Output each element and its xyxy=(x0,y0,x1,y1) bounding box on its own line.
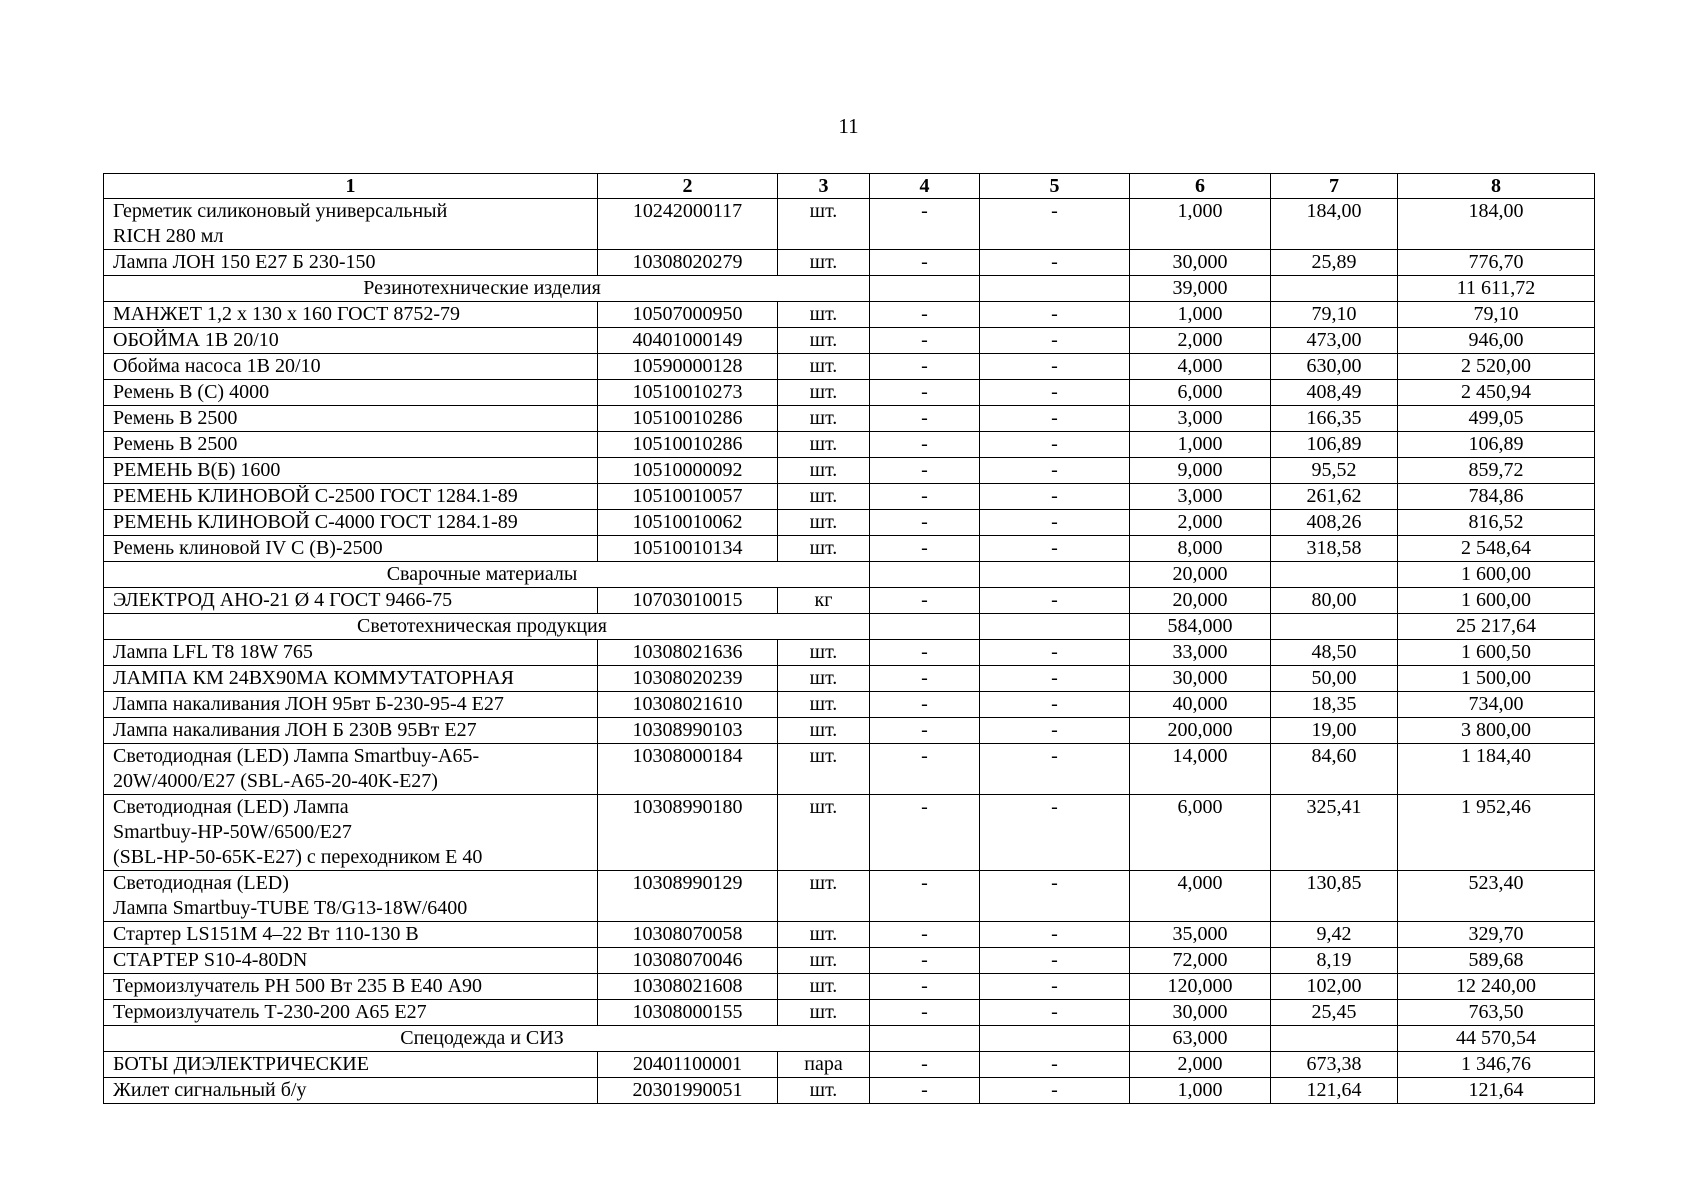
item-name-cell: Светодиодная (LED) Лампа Smartbuy-A65- 20W/4000/E27 (SBL-A65-20-40K-E27) xyxy=(104,744,598,795)
item-code-cell: 10308000155 xyxy=(598,1000,778,1026)
item-col4-cell: - xyxy=(870,666,980,692)
item-price-cell: 9,42 xyxy=(1271,922,1398,948)
item-code-cell: 10242000117 xyxy=(598,199,778,250)
item-col4-cell: - xyxy=(870,871,980,922)
table-row xyxy=(104,328,1595,354)
item-code-cell: 10308020279 xyxy=(598,250,778,276)
item-qty-cell: 3,000 xyxy=(1130,484,1271,510)
item-col5-cell: - xyxy=(980,1052,1130,1078)
item-code-cell: 10510010286 xyxy=(598,432,778,458)
empty-cell xyxy=(1271,614,1398,640)
item-unit-cell: шт. xyxy=(778,432,870,458)
item-sum-cell: 1 346,76 xyxy=(1398,1052,1595,1078)
item-col4-cell: - xyxy=(870,948,980,974)
item-col5-cell: - xyxy=(980,250,1130,276)
item-qty-cell: 14,000 xyxy=(1130,744,1271,795)
group-qty-cell: 39,000 xyxy=(1130,276,1271,302)
item-price-cell: 106,89 xyxy=(1271,432,1398,458)
item-name-cell: ОБОЙМА 1В 20/10 xyxy=(104,328,598,354)
item-code-cell: 10510010062 xyxy=(598,510,778,536)
item-col5-cell: - xyxy=(980,406,1130,432)
item-price-cell: 121,64 xyxy=(1271,1078,1398,1104)
table-row xyxy=(104,948,1595,974)
item-col5-cell: - xyxy=(980,380,1130,406)
item-col5-cell: - xyxy=(980,744,1130,795)
item-qty-cell: 4,000 xyxy=(1130,871,1271,922)
item-qty-cell: 20,000 xyxy=(1130,588,1271,614)
item-sum-cell: 3 800,00 xyxy=(1398,718,1595,744)
item-code-cell: 20301990051 xyxy=(598,1078,778,1104)
group-sum-cell: 25 217,64 xyxy=(1398,614,1595,640)
table-row xyxy=(104,692,1595,718)
item-price-cell: 130,85 xyxy=(1271,871,1398,922)
item-name-cell: Светодиодная (LED) Лампа Smartbuy-TUBE T8/G13-18W/6400 xyxy=(104,871,598,922)
table-group-row xyxy=(104,614,1595,640)
item-unit-cell: шт. xyxy=(778,1078,870,1104)
item-col5-cell: - xyxy=(980,922,1130,948)
item-qty-cell: 30,000 xyxy=(1130,666,1271,692)
item-name-cell: Ремень В 2500 xyxy=(104,432,598,458)
column-header: 8 xyxy=(1398,174,1595,199)
item-qty-cell: 1,000 xyxy=(1130,432,1271,458)
item-col4-cell: - xyxy=(870,302,980,328)
table-row xyxy=(104,510,1595,536)
item-sum-cell: 859,72 xyxy=(1398,458,1595,484)
item-col5-cell: - xyxy=(980,354,1130,380)
table-row xyxy=(104,795,1595,871)
table-row xyxy=(104,922,1595,948)
item-code-cell: 10510010057 xyxy=(598,484,778,510)
table-row xyxy=(104,484,1595,510)
item-code-cell: 10308070046 xyxy=(598,948,778,974)
item-price-cell: 318,58 xyxy=(1271,536,1398,562)
item-name-cell: СТАРТЕР S10-4-80DN xyxy=(104,948,598,974)
item-name-cell: ЛАМПА КМ 24ВХ90МА КОММУТАТОРНАЯ xyxy=(104,666,598,692)
item-price-cell: 8,19 xyxy=(1271,948,1398,974)
item-col5-cell: - xyxy=(980,692,1130,718)
item-sum-cell: 1 952,46 xyxy=(1398,795,1595,871)
group-sum-cell: 11 611,72 xyxy=(1398,276,1595,302)
item-code-cell: 10590000128 xyxy=(598,354,778,380)
table-row xyxy=(104,640,1595,666)
group-title-cell: Резинотехнические изделия xyxy=(104,276,870,302)
item-name-cell: Термоизлучатель РН 500 Вт 235 В Е40 А90 xyxy=(104,974,598,1000)
item-qty-cell: 9,000 xyxy=(1130,458,1271,484)
item-code-cell: 10507000950 xyxy=(598,302,778,328)
item-sum-cell: 106,89 xyxy=(1398,432,1595,458)
table-row xyxy=(104,199,1595,250)
item-col5-cell: - xyxy=(980,588,1130,614)
item-price-cell: 166,35 xyxy=(1271,406,1398,432)
table-row xyxy=(104,744,1595,795)
item-qty-cell: 1,000 xyxy=(1130,199,1271,250)
item-name-cell: Термоизлучатель Т-230-200 А65 Е27 xyxy=(104,1000,598,1026)
item-col4-cell: - xyxy=(870,510,980,536)
item-qty-cell: 6,000 xyxy=(1130,795,1271,871)
empty-cell xyxy=(870,276,980,302)
item-price-cell: 184,00 xyxy=(1271,199,1398,250)
empty-cell xyxy=(980,276,1130,302)
table-row xyxy=(104,432,1595,458)
item-code-cell: 10308990129 xyxy=(598,871,778,922)
item-unit-cell: шт. xyxy=(778,948,870,974)
page-number: 11 xyxy=(838,114,859,138)
item-col5-cell: - xyxy=(980,871,1130,922)
item-code-cell: 10510000092 xyxy=(598,458,778,484)
item-qty-cell: 120,000 xyxy=(1130,974,1271,1000)
table-row xyxy=(104,871,1595,922)
item-sum-cell: 79,10 xyxy=(1398,302,1595,328)
item-name-cell: Стартер LS151M 4–22 Вт 110-130 В xyxy=(104,922,598,948)
item-col5-cell: - xyxy=(980,484,1130,510)
group-sum-cell: 44 570,54 xyxy=(1398,1026,1595,1052)
table-row xyxy=(104,406,1595,432)
item-code-cell: 10703010015 xyxy=(598,588,778,614)
item-unit-cell: шт. xyxy=(778,974,870,1000)
item-sum-cell: 2 548,64 xyxy=(1398,536,1595,562)
item-price-cell: 50,00 xyxy=(1271,666,1398,692)
item-code-cell: 10308021636 xyxy=(598,640,778,666)
item-name-cell: Лампа LFL T8 18W 765 xyxy=(104,640,598,666)
item-col5-cell: - xyxy=(980,536,1130,562)
item-qty-cell: 2,000 xyxy=(1130,1052,1271,1078)
group-qty-cell: 584,000 xyxy=(1130,614,1271,640)
item-price-cell: 95,52 xyxy=(1271,458,1398,484)
item-col4-cell: - xyxy=(870,536,980,562)
item-name-cell: МАНЖЕТ 1,2 х 130 х 160 ГОСТ 8752-79 xyxy=(104,302,598,328)
item-price-cell: 19,00 xyxy=(1271,718,1398,744)
item-col4-cell: - xyxy=(870,406,980,432)
item-col5-cell: - xyxy=(980,666,1130,692)
item-unit-cell: шт. xyxy=(778,458,870,484)
item-code-cell: 10308021610 xyxy=(598,692,778,718)
item-qty-cell: 1,000 xyxy=(1130,302,1271,328)
column-header: 2 xyxy=(598,174,778,199)
item-qty-cell: 30,000 xyxy=(1130,1000,1271,1026)
item-col5-cell: - xyxy=(980,432,1130,458)
item-price-cell: 18,35 xyxy=(1271,692,1398,718)
item-col4-cell: - xyxy=(870,250,980,276)
materials-table xyxy=(103,173,1595,1104)
table-row xyxy=(104,354,1595,380)
item-price-cell: 408,49 xyxy=(1271,380,1398,406)
item-code-cell: 40401000149 xyxy=(598,328,778,354)
item-sum-cell: 2 450,94 xyxy=(1398,380,1595,406)
item-name-cell: Обойма насоса 1В 20/10 xyxy=(104,354,598,380)
item-sum-cell: 776,70 xyxy=(1398,250,1595,276)
item-col5-cell: - xyxy=(980,974,1130,1000)
table-row xyxy=(104,1052,1595,1078)
item-sum-cell: 763,50 xyxy=(1398,1000,1595,1026)
item-col4-cell: - xyxy=(870,922,980,948)
item-col4-cell: - xyxy=(870,718,980,744)
item-name-cell: Ремень клиновой IV С (В)-2500 xyxy=(104,536,598,562)
item-price-cell: 25,45 xyxy=(1271,1000,1398,1026)
table-row xyxy=(104,458,1595,484)
item-unit-cell: шт. xyxy=(778,1000,870,1026)
item-col5-cell: - xyxy=(980,718,1130,744)
item-name-cell: Ремень В 2500 xyxy=(104,406,598,432)
item-col5-cell: - xyxy=(980,510,1130,536)
table-row xyxy=(104,718,1595,744)
item-sum-cell: 734,00 xyxy=(1398,692,1595,718)
item-price-cell: 630,00 xyxy=(1271,354,1398,380)
item-col5-cell: - xyxy=(980,302,1130,328)
item-name-cell: РЕМЕНЬ КЛИНОВОЙ С-4000 ГОСТ 1284.1-89 xyxy=(104,510,598,536)
item-col5-cell: - xyxy=(980,795,1130,871)
item-col4-cell: - xyxy=(870,1078,980,1104)
item-unit-cell: шт. xyxy=(778,871,870,922)
item-unit-cell: шт. xyxy=(778,692,870,718)
table-row xyxy=(104,536,1595,562)
item-qty-cell: 6,000 xyxy=(1130,380,1271,406)
item-sum-cell: 184,00 xyxy=(1398,199,1595,250)
item-sum-cell: 946,00 xyxy=(1398,328,1595,354)
item-price-cell: 80,00 xyxy=(1271,588,1398,614)
item-qty-cell: 2,000 xyxy=(1130,510,1271,536)
group-title-cell: Спецодежда и СИЗ xyxy=(104,1026,870,1052)
item-col4-cell: - xyxy=(870,458,980,484)
item-qty-cell: 4,000 xyxy=(1130,354,1271,380)
empty-cell xyxy=(1271,1026,1398,1052)
item-qty-cell: 40,000 xyxy=(1130,692,1271,718)
empty-cell xyxy=(870,1026,980,1052)
table-group-row xyxy=(104,276,1595,302)
empty-cell xyxy=(980,562,1130,588)
item-unit-cell: шт. xyxy=(778,510,870,536)
empty-cell xyxy=(1271,276,1398,302)
item-unit-cell: шт. xyxy=(778,744,870,795)
item-unit-cell: шт. xyxy=(778,199,870,250)
item-unit-cell: кг xyxy=(778,588,870,614)
item-price-cell: 48,50 xyxy=(1271,640,1398,666)
item-code-cell: 20401100001 xyxy=(598,1052,778,1078)
item-col4-cell: - xyxy=(870,432,980,458)
table-row xyxy=(104,1078,1595,1104)
table-row xyxy=(104,1000,1595,1026)
item-unit-cell: шт. xyxy=(778,328,870,354)
item-col5-cell: - xyxy=(980,458,1130,484)
item-name-cell: ЭЛЕКТРОД АНО-21 Ø 4 ГОСТ 9466-75 xyxy=(104,588,598,614)
item-code-cell: 10308070058 xyxy=(598,922,778,948)
item-code-cell: 10308990103 xyxy=(598,718,778,744)
item-name-cell: Ремень В (С) 4000 xyxy=(104,380,598,406)
item-name-cell: Лампа накаливания ЛОН 95вт Б-230-95-4 Е27 xyxy=(104,692,598,718)
item-unit-cell: шт. xyxy=(778,718,870,744)
column-header: 7 xyxy=(1271,174,1398,199)
item-col4-cell: - xyxy=(870,199,980,250)
item-qty-cell: 30,000 xyxy=(1130,250,1271,276)
group-qty-cell: 63,000 xyxy=(1130,1026,1271,1052)
item-col5-cell: - xyxy=(980,948,1130,974)
group-title-cell: Светотехническая продукция xyxy=(104,614,870,640)
group-title-cell: Сварочные материалы xyxy=(104,562,870,588)
item-col4-cell: - xyxy=(870,328,980,354)
item-sum-cell: 1 600,00 xyxy=(1398,588,1595,614)
column-header: 5 xyxy=(980,174,1130,199)
table-header-row xyxy=(104,174,1595,199)
empty-cell xyxy=(1271,562,1398,588)
item-name-cell: Герметик силиконовый универсальный RICH 280 мл xyxy=(104,199,598,250)
item-col4-cell: - xyxy=(870,484,980,510)
item-qty-cell: 8,000 xyxy=(1130,536,1271,562)
empty-cell xyxy=(870,562,980,588)
item-unit-cell: шт. xyxy=(778,484,870,510)
item-col4-cell: - xyxy=(870,380,980,406)
item-sum-cell: 816,52 xyxy=(1398,510,1595,536)
item-qty-cell: 2,000 xyxy=(1130,328,1271,354)
item-qty-cell: 33,000 xyxy=(1130,640,1271,666)
item-price-cell: 79,10 xyxy=(1271,302,1398,328)
item-col4-cell: - xyxy=(870,588,980,614)
item-col5-cell: - xyxy=(980,1078,1130,1104)
item-name-cell: Светодиодная (LED) Лампа Smartbuy-HP-50W/6500/E27 (SBL-HP-50-65K-E27) с переходником Е 40 xyxy=(104,795,598,871)
table-row xyxy=(104,666,1595,692)
item-unit-cell: шт. xyxy=(778,640,870,666)
item-col4-cell: - xyxy=(870,692,980,718)
table-group-row xyxy=(104,562,1595,588)
item-price-cell: 408,26 xyxy=(1271,510,1398,536)
item-sum-cell: 589,68 xyxy=(1398,948,1595,974)
item-price-cell: 261,62 xyxy=(1271,484,1398,510)
item-unit-cell: шт. xyxy=(778,354,870,380)
item-sum-cell: 523,40 xyxy=(1398,871,1595,922)
item-sum-cell: 121,64 xyxy=(1398,1078,1595,1104)
item-unit-cell: шт. xyxy=(778,922,870,948)
item-code-cell: 10308000184 xyxy=(598,744,778,795)
table-row xyxy=(104,588,1595,614)
item-col5-cell: - xyxy=(980,328,1130,354)
item-name-cell: Жилет сигнальный б/у xyxy=(104,1078,598,1104)
item-col4-cell: - xyxy=(870,354,980,380)
item-price-cell: 84,60 xyxy=(1271,744,1398,795)
group-qty-cell: 20,000 xyxy=(1130,562,1271,588)
table-row xyxy=(104,250,1595,276)
item-sum-cell: 1 600,50 xyxy=(1398,640,1595,666)
item-unit-cell: шт. xyxy=(778,406,870,432)
item-price-cell: 325,41 xyxy=(1271,795,1398,871)
item-sum-cell: 1 184,40 xyxy=(1398,744,1595,795)
item-sum-cell: 12 240,00 xyxy=(1398,974,1595,1000)
item-unit-cell: шт. xyxy=(778,250,870,276)
table-group-row xyxy=(104,1026,1595,1052)
column-header: 4 xyxy=(870,174,980,199)
item-code-cell: 10510010134 xyxy=(598,536,778,562)
item-col4-cell: - xyxy=(870,1052,980,1078)
item-code-cell: 10308990180 xyxy=(598,795,778,871)
item-unit-cell: пара xyxy=(778,1052,870,1078)
item-col4-cell: - xyxy=(870,1000,980,1026)
item-name-cell: Лампа накаливания ЛОН Б 230В 95Вт Е27 xyxy=(104,718,598,744)
item-sum-cell: 2 520,00 xyxy=(1398,354,1595,380)
item-unit-cell: шт. xyxy=(778,666,870,692)
item-code-cell: 10510010286 xyxy=(598,406,778,432)
item-code-cell: 10308021608 xyxy=(598,974,778,1000)
item-price-cell: 25,89 xyxy=(1271,250,1398,276)
item-code-cell: 10510010273 xyxy=(598,380,778,406)
item-sum-cell: 784,86 xyxy=(1398,484,1595,510)
item-price-cell: 102,00 xyxy=(1271,974,1398,1000)
item-price-cell: 673,38 xyxy=(1271,1052,1398,1078)
item-col4-cell: - xyxy=(870,744,980,795)
item-price-cell: 473,00 xyxy=(1271,328,1398,354)
item-unit-cell: шт. xyxy=(778,380,870,406)
item-unit-cell: шт. xyxy=(778,302,870,328)
item-col4-cell: - xyxy=(870,640,980,666)
item-sum-cell: 1 500,00 xyxy=(1398,666,1595,692)
item-name-cell: Лампа ЛОН 150 Е27 Б 230-150 xyxy=(104,250,598,276)
column-header: 3 xyxy=(778,174,870,199)
table-row xyxy=(104,974,1595,1000)
table-row xyxy=(104,302,1595,328)
item-col4-cell: - xyxy=(870,795,980,871)
item-code-cell: 10308020239 xyxy=(598,666,778,692)
item-name-cell: БОТЫ ДИЭЛЕКТРИЧЕСКИЕ xyxy=(104,1052,598,1078)
empty-cell xyxy=(870,614,980,640)
group-sum-cell: 1 600,00 xyxy=(1398,562,1595,588)
table-row xyxy=(104,380,1595,406)
item-qty-cell: 35,000 xyxy=(1130,922,1271,948)
empty-cell xyxy=(980,1026,1130,1052)
item-col4-cell: - xyxy=(870,974,980,1000)
item-col5-cell: - xyxy=(980,1000,1130,1026)
item-qty-cell: 3,000 xyxy=(1130,406,1271,432)
item-sum-cell: 329,70 xyxy=(1398,922,1595,948)
item-unit-cell: шт. xyxy=(778,536,870,562)
item-qty-cell: 1,000 xyxy=(1130,1078,1271,1104)
column-header: 1 xyxy=(104,174,598,199)
item-unit-cell: шт. xyxy=(778,795,870,871)
item-col5-cell: - xyxy=(980,199,1130,250)
item-col5-cell: - xyxy=(980,640,1130,666)
empty-cell xyxy=(980,614,1130,640)
item-sum-cell: 499,05 xyxy=(1398,406,1595,432)
item-name-cell: РЕМЕНЬ В(Б) 1600 xyxy=(104,458,598,484)
item-name-cell: РЕМЕНЬ КЛИНОВОЙ С-2500 ГОСТ 1284.1-89 xyxy=(104,484,598,510)
column-header: 6 xyxy=(1130,174,1271,199)
item-qty-cell: 72,000 xyxy=(1130,948,1271,974)
item-qty-cell: 200,000 xyxy=(1130,718,1271,744)
